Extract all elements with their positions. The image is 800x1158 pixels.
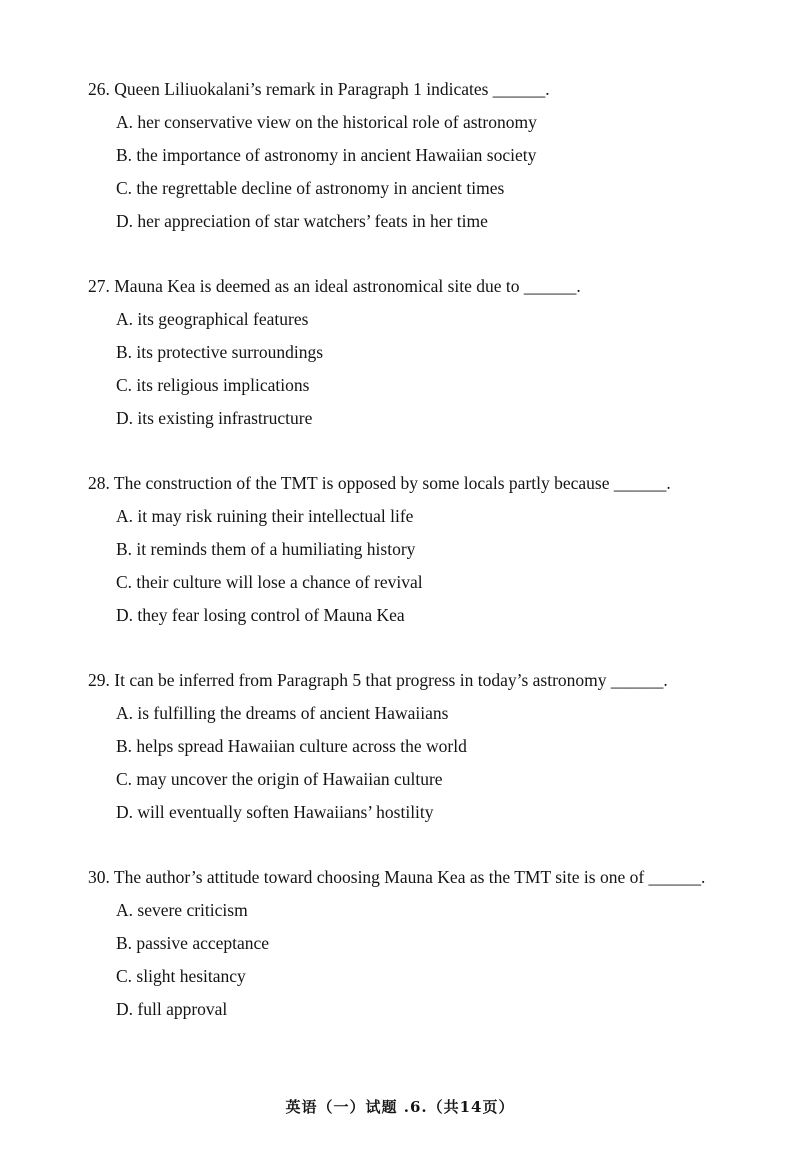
option-a: A. its geographical features: [116, 309, 309, 329]
question-stem: 30. The author’s attitude toward choosing Mauna Kea as the TMT site is one of ______.: [88, 867, 706, 887]
question-28: [88, 467, 733, 632]
option-c: C. their culture will lose a chance of revival: [116, 572, 423, 592]
option-d: D. its existing infrastructure: [116, 408, 313, 428]
question-29: [88, 664, 733, 829]
option-b: B. the importance of astronomy in ancient Hawaiian society: [116, 145, 537, 165]
question-26: [88, 73, 733, 238]
page-footer: 英语（一）试题 .6.（共14页）: [285, 1098, 515, 1116]
option-d: D. full approval: [116, 999, 228, 1019]
option-a: A. her conservative view on the historical role of astronomy: [116, 112, 537, 132]
option-a: A. severe criticism: [116, 900, 248, 920]
option-d: D. they fear losing control of Mauna Kea: [116, 605, 405, 625]
option-c: C. may uncover the origin of Hawaiian culture: [116, 769, 443, 789]
question-stem: 28. The construction of the TMT is opposed by some locals partly because ______.: [88, 473, 671, 493]
question-stem: 26. Queen Liliuokalani’s remark in Paragraph 1 indicates ______.: [88, 79, 550, 99]
option-c: C. slight hesitancy: [116, 966, 246, 986]
option-d: D. will eventually soften Hawaiians’ hostility: [116, 802, 434, 822]
option-b: B. helps spread Hawaiian culture across the world: [116, 736, 467, 756]
option-c: C. its religious implications: [116, 375, 310, 395]
option-c: C. the regrettable decline of astronomy in ancient times: [116, 178, 505, 198]
option-d: D. her appreciation of star watchers’ feats in her time: [116, 211, 488, 231]
option-a: A. it may risk ruining their intellectual life: [116, 506, 414, 526]
question-27: [88, 270, 733, 435]
option-b: B. passive acceptance: [116, 933, 270, 953]
option-b: B. its protective surroundings: [116, 342, 324, 362]
question-stem: 29. It can be inferred from Paragraph 5 that progress in today’s astronomy ______.: [88, 670, 668, 690]
question-30: [88, 861, 733, 1026]
option-a: A. is fulfilling the dreams of ancient Hawaiians: [116, 703, 449, 723]
question-stem: 27. Mauna Kea is deemed as an ideal astronomical site due to ______.: [88, 276, 581, 296]
option-b: B. it reminds them of a humiliating history: [116, 539, 416, 559]
